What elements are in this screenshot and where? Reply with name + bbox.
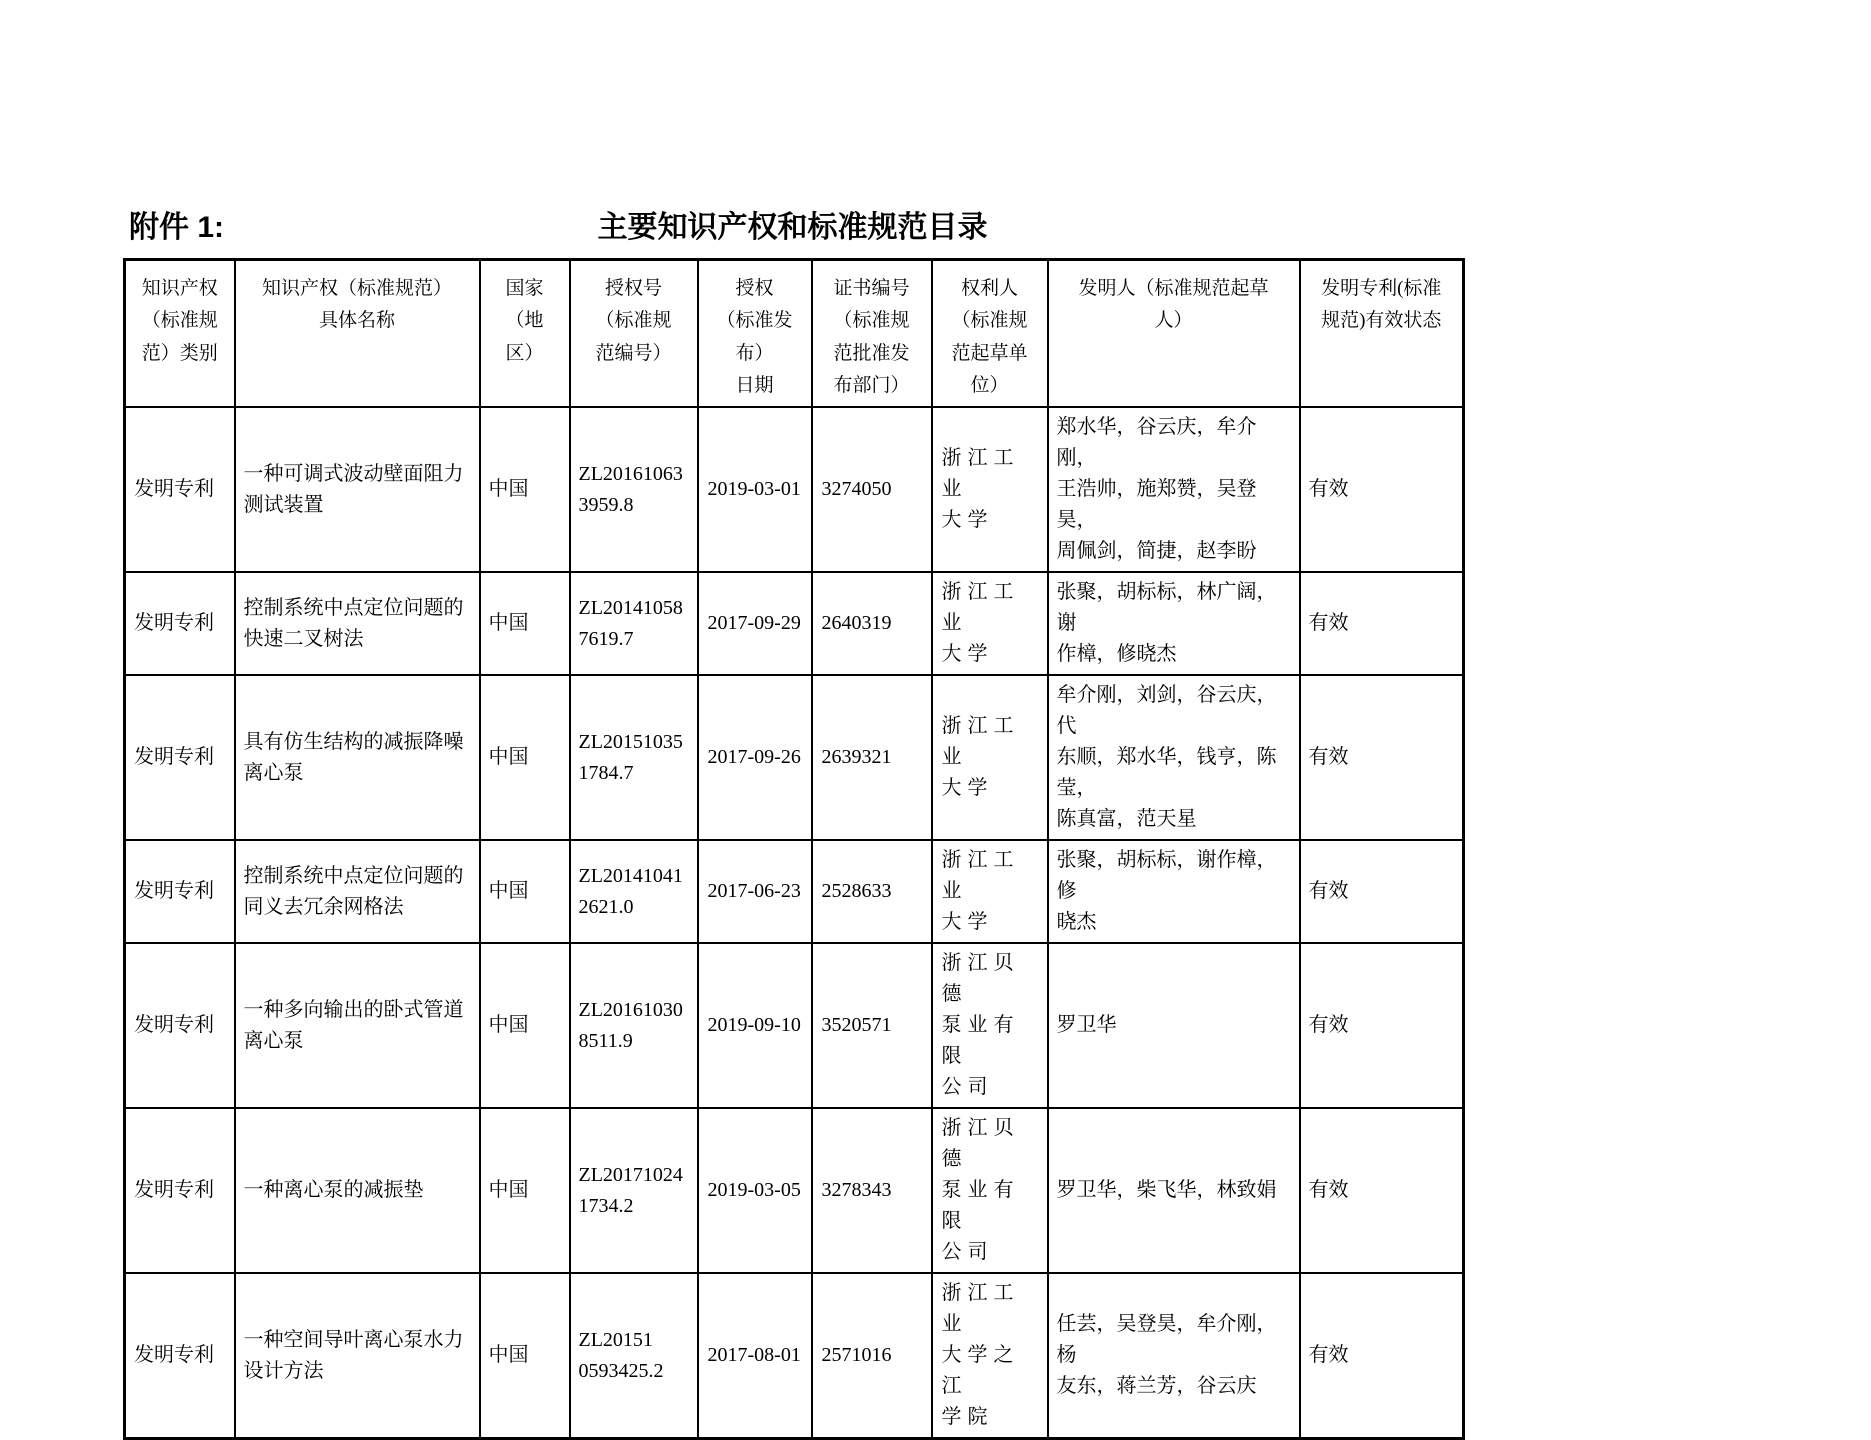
cell-name: 一种多向输出的卧式管道 离心泵: [235, 943, 480, 1108]
cell-rights-holder: 浙江贝德 泵业有限 公司: [932, 943, 1048, 1108]
cell-status: 有效: [1300, 407, 1464, 572]
table-row: [125, 1108, 1464, 1273]
table-row: [125, 572, 1464, 675]
ip-standards-table: [123, 258, 1465, 1440]
cell-rights-holder: 浙江工业 大学: [932, 572, 1048, 675]
cell-status: 有效: [1300, 1273, 1464, 1439]
cell-country: 中国: [480, 943, 570, 1108]
cell-rights-holder: 浙江工业 大学: [932, 840, 1048, 943]
cell-grant-number: ZL20161063 3959.8: [570, 407, 698, 572]
cell-category: 发明专利: [125, 943, 235, 1108]
table-row: [125, 675, 1464, 840]
cell-category: 发明专利: [125, 1273, 235, 1439]
cell-inventors: 罗卫华，柴飞华，林致娟: [1048, 1108, 1300, 1273]
attachment-label: 附件 1:: [129, 211, 225, 244]
cell-country: 中国: [480, 572, 570, 675]
title-band: [123, 211, 1462, 251]
cell-grant-number: ZL20141041 2621.0: [570, 840, 698, 943]
cell-country: 中国: [480, 1108, 570, 1273]
cell-rights-holder: 浙江工业 大学之江 学院: [932, 1273, 1048, 1439]
cell-grant-date: 2017-09-26: [698, 675, 812, 840]
cell-cert-number: 2640319: [812, 572, 932, 675]
cell-grant-number: ZL20151 0593425.2: [570, 1273, 698, 1439]
table-row: [125, 407, 1464, 572]
cell-status: 有效: [1300, 1108, 1464, 1273]
cell-cert-number: 3274050: [812, 407, 932, 572]
table-row: [125, 1273, 1464, 1439]
cell-category: 发明专利: [125, 1108, 235, 1273]
table-row: [125, 943, 1464, 1108]
cell-cert-number: 3520571: [812, 943, 932, 1108]
cell-inventors: 牟介刚，刘剑，谷云庆，代 东顺，郑水华，钱亨，陈莹， 陈真富，范天星: [1048, 675, 1300, 840]
cell-country: 中国: [480, 840, 570, 943]
col-header-country: 国家 （地 区）: [480, 260, 570, 408]
col-header-inventors: 发明人（标准规范起草 人）: [1048, 260, 1300, 408]
col-header-grant-number: 授权号 （标准规 范编号）: [570, 260, 698, 408]
cell-cert-number: 2528633: [812, 840, 932, 943]
cell-status: 有效: [1300, 572, 1464, 675]
cell-status: 有效: [1300, 675, 1464, 840]
cell-grant-date: 2017-08-01: [698, 1273, 812, 1439]
col-header-category: 知识产权 （标准规 范）类别: [125, 260, 235, 408]
cell-grant-date: 2017-09-29: [698, 572, 812, 675]
cell-status: 有效: [1300, 840, 1464, 943]
cell-cert-number: 2571016: [812, 1273, 932, 1439]
cell-rights-holder: 浙江工业 大学: [932, 407, 1048, 572]
cell-grant-date: 2019-09-10: [698, 943, 812, 1108]
cell-status: 有效: [1300, 943, 1464, 1108]
cell-name: 控制系统中点定位问题的 快速二叉树法: [235, 572, 480, 675]
cell-country: 中国: [480, 1273, 570, 1439]
cell-rights-holder: 浙江贝德 泵业有限 公司: [932, 1108, 1048, 1273]
col-header-name: 知识产权（标准规范） 具体名称: [235, 260, 480, 408]
cell-category: 发明专利: [125, 572, 235, 675]
cell-country: 中国: [480, 407, 570, 572]
cell-grant-date: 2019-03-01: [698, 407, 812, 572]
cell-category: 发明专利: [125, 407, 235, 572]
cell-name: 一种空间导叶离心泵水力 设计方法: [235, 1273, 480, 1439]
header-row: [125, 260, 1464, 408]
cell-cert-number: 2639321: [812, 675, 932, 840]
cell-name: 一种离心泵的减振垫: [235, 1108, 480, 1273]
cell-inventors: 任芸，吴登昊，牟介刚，杨 友东，蒋兰芳，谷云庆: [1048, 1273, 1300, 1439]
cell-grant-date: 2019-03-05: [698, 1108, 812, 1273]
cell-inventors: 罗卫华: [1048, 943, 1300, 1108]
cell-category: 发明专利: [125, 840, 235, 943]
col-header-rights-holder: 权利人 （标准规 范起草单 位）: [932, 260, 1048, 408]
cell-name: 具有仿生结构的减振降噪 离心泵: [235, 675, 480, 840]
cell-grant-number: ZL20171024 1734.2: [570, 1108, 698, 1273]
cell-inventors: 张聚，胡标标，谢作樟，修 晓杰: [1048, 840, 1300, 943]
cell-rights-holder: 浙江工业 大学: [932, 675, 1048, 840]
cell-grant-number: ZL20151035 1784.7: [570, 675, 698, 840]
col-header-cert-number: 证书编号 （标准规 范批准发 布部门）: [812, 260, 932, 408]
page-title: 主要知识产权和标准规范目录: [597, 211, 988, 244]
col-header-grant-date: 授权 （标准发 布） 日期: [698, 260, 812, 408]
cell-name: 一种可调式波动壁面阻力 测试装置: [235, 407, 480, 572]
cell-grant-date: 2017-06-23: [698, 840, 812, 943]
table-row: [125, 840, 1464, 943]
cell-name: 控制系统中点定位问题的 同义去冗余网格法: [235, 840, 480, 943]
cell-inventors: 郑水华，谷云庆，牟介刚， 王浩帅，施郑赞，吴登昊， 周佩剑，简捷，赵李盼: [1048, 407, 1300, 572]
cell-grant-number: ZL20141058 7619.7: [570, 572, 698, 675]
cell-category: 发明专利: [125, 675, 235, 840]
cell-inventors: 张聚，胡标标，林广阔，谢 作樟，修晓杰: [1048, 572, 1300, 675]
cell-cert-number: 3278343: [812, 1108, 932, 1273]
cell-country: 中国: [480, 675, 570, 840]
cell-grant-number: ZL20161030 8511.9: [570, 943, 698, 1108]
col-header-status: 发明专利(标准 规范)有效状态: [1300, 260, 1464, 408]
